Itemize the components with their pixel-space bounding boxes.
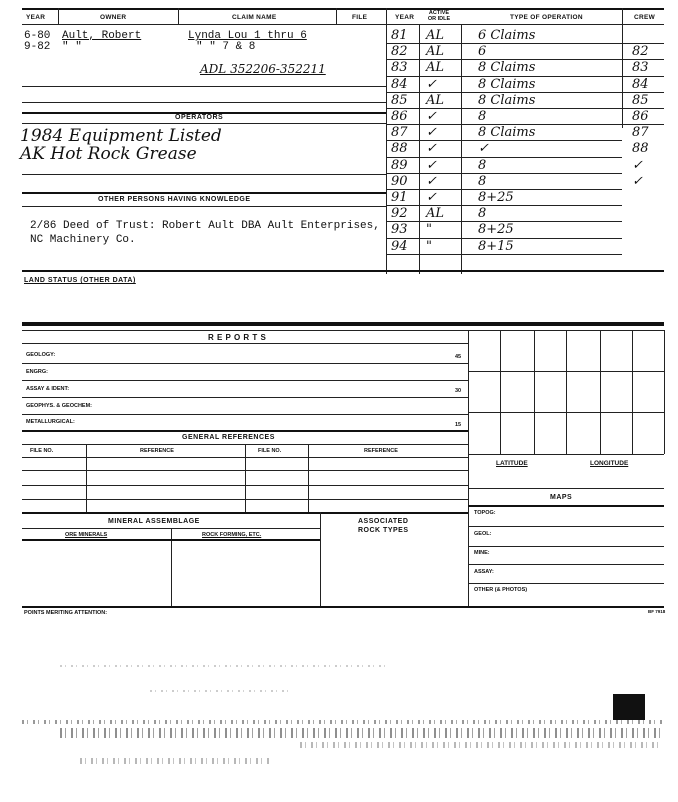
activity-crew: 84 — [632, 76, 649, 92]
longitude-label: LONGITUDE — [590, 460, 629, 467]
maps-mine: MINE: — [474, 550, 490, 556]
reports-title: R E P O R T S — [208, 333, 267, 342]
reports-assay: ASSAY & IDENT: — [26, 386, 70, 392]
owner-row-2-owner: " " — [62, 41, 82, 53]
ref-file-no-2: FILE NO. — [258, 448, 282, 454]
grid-line — [632, 330, 633, 454]
general-references-title: GENERAL REFERENCES — [182, 434, 275, 441]
activity-crew: 82 — [632, 44, 649, 60]
activity-status: AL — [426, 60, 445, 76]
col-crew: CREW — [634, 14, 656, 21]
points-meriting-attention: POINTS MERITING ATTENTION: — [24, 610, 108, 616]
activity-status: ✓ — [426, 125, 437, 141]
activity-year: 90 — [391, 173, 408, 189]
latitude-label: LATITUDE — [496, 460, 528, 467]
activity-year: 83 — [391, 60, 408, 76]
activity-crew: ✓ — [632, 157, 643, 173]
other-persons-line-1: 2/86 Deed of Trust: Robert Ault DBA Ault Enterprises, — [30, 220, 380, 232]
activity-status: ✓ — [426, 173, 437, 189]
grid-line — [468, 330, 469, 454]
activity-crew: 85 — [632, 92, 649, 108]
grid-line — [468, 412, 664, 413]
reports-geophys: GEOPHYS. & GEOCHEM: — [26, 403, 93, 409]
activity-status: AL — [426, 206, 445, 222]
activity-operation: 6 — [478, 44, 487, 60]
activity-year: 85 — [391, 92, 408, 108]
ref-file-no-1: FILE NO. — [30, 448, 54, 454]
activity-row-line — [386, 205, 622, 206]
activity-year: 86 — [391, 109, 408, 124]
activity-status: ✓ — [426, 190, 437, 205]
rock-forming: ROCK FORMING, ETC. — [202, 532, 262, 538]
grid-line — [500, 330, 501, 454]
reports-num-30: 30 — [455, 388, 462, 394]
activity-operation: 8 Claims — [478, 92, 536, 108]
activity-row-line — [386, 157, 622, 158]
activity-crew: ✓ — [632, 173, 643, 189]
activity-operation: 8+25 — [478, 222, 514, 238]
activity-status: ✓ — [426, 109, 437, 124]
activity-operation: 8 — [478, 157, 487, 173]
col-claim-name: CLAIM NAME — [232, 14, 277, 21]
operators-line-1: 1984 Equipment Listed — [20, 126, 222, 146]
reports-engrg: ENGRG: — [26, 369, 48, 375]
grid-line — [468, 330, 664, 331]
other-persons-title: OTHER PERSONS HAVING KNOWLEDGE — [98, 196, 251, 203]
col-year: YEAR — [26, 14, 46, 21]
black-mark — [613, 694, 645, 720]
maps-geol: GEOL: — [474, 531, 492, 537]
activity-operation: 8 — [478, 109, 487, 124]
col-file: FILE — [352, 14, 368, 21]
activity-operation: ✓ — [478, 141, 489, 157]
grid-line — [566, 330, 567, 454]
activity-operation: 8+15 — [478, 238, 514, 254]
other-persons-line-2: NC Machinery Co. — [30, 234, 136, 246]
grid-line — [534, 330, 535, 454]
activity-row-line — [386, 254, 622, 255]
grid-line — [468, 371, 664, 372]
activity-year: 92 — [391, 206, 408, 222]
activity-status: ✓ — [426, 76, 437, 92]
maps-other: OTHER (& PHOTOS) — [474, 587, 528, 593]
land-status: LAND STATUS (OTHER DATA) — [24, 277, 136, 284]
activity-row-line — [386, 173, 622, 174]
activity-year: 89 — [391, 157, 408, 173]
form-number: BF 7918 — [648, 609, 666, 614]
maps-title: MAPS — [550, 494, 573, 501]
reports-metallurgical: METALLURGICAL: — [26, 419, 75, 425]
maps-assay: ASSAY: — [474, 569, 494, 575]
col-year2: YEAR — [395, 14, 415, 21]
reports-num-15: 15 — [455, 422, 462, 428]
activity-year: 87 — [391, 125, 408, 141]
activity-row-line — [386, 140, 622, 141]
ref-reference-1: REFERENCE — [140, 448, 174, 454]
owner-row-1-claim: Lynda Lou 1 thru 6 — [188, 30, 307, 42]
adl-note: ADL 352206-352211 — [200, 62, 326, 76]
operators-line-2: AK Hot Rock Grease — [20, 144, 197, 164]
activity-year: 94 — [391, 238, 408, 254]
owner-row-1-year: 6-80 — [24, 30, 51, 42]
activity-status: " — [426, 238, 432, 254]
reports-num-45: 45 — [455, 354, 462, 360]
activity-operation: 8 — [478, 206, 487, 222]
owner-row-1-owner: Ault, Robert — [62, 30, 142, 42]
ref-reference-2: REFERENCE — [364, 448, 398, 454]
activity-crew: 86 — [632, 109, 649, 124]
activity-operation: 8 Claims — [478, 125, 536, 141]
maps-topog: TOPOG: — [474, 510, 496, 516]
activity-operation: 8 — [478, 173, 487, 189]
grid-line — [664, 330, 665, 454]
reports-geology: GEOLOGY: — [26, 352, 56, 358]
activity-operation: 8+25 — [478, 190, 514, 205]
activity-status: ✓ — [426, 141, 437, 157]
activity-year: 84 — [391, 76, 408, 92]
activity-status: AL — [426, 44, 445, 60]
ore-minerals: ORE MINERALS — [65, 532, 108, 538]
activity-status: ✓ — [426, 157, 437, 173]
owner-row-2-claim: " " 7 & 8 — [196, 41, 256, 53]
col-type-operation: TYPE OF OPERATION — [510, 14, 583, 21]
activity-year: 81 — [391, 28, 408, 43]
grid-line — [600, 330, 601, 454]
activity-year: 93 — [391, 222, 408, 238]
activity-operation: 6 Claims — [478, 28, 536, 43]
activity-status: AL — [426, 28, 445, 43]
activity-operation: 8 Claims — [478, 76, 536, 92]
activity-year: 88 — [391, 141, 408, 157]
activity-year: 82 — [391, 44, 408, 60]
col-active-idle: ACTIVE OR IDLE — [427, 10, 451, 22]
grid-line — [468, 454, 664, 455]
activity-crew: 87 — [632, 125, 649, 141]
activity-status: AL — [426, 92, 445, 108]
activity-crew: 88 — [632, 141, 649, 157]
activity-year: 91 — [391, 190, 408, 205]
mineral-assemblage-title: MINERAL ASSEMBLAGE — [108, 518, 200, 525]
operators-title: OPERATORS — [175, 114, 224, 121]
col-owner: OWNER — [100, 14, 127, 21]
activity-crew: 83 — [632, 60, 649, 76]
associated-label-1: ASSOCIATED — [358, 518, 409, 525]
owner-row-2-year: 9-82 — [24, 41, 51, 53]
activity-operation: 8 Claims — [478, 60, 536, 76]
activity-status: " — [426, 222, 432, 238]
associated-label-2: ROCK TYPES — [358, 527, 409, 534]
